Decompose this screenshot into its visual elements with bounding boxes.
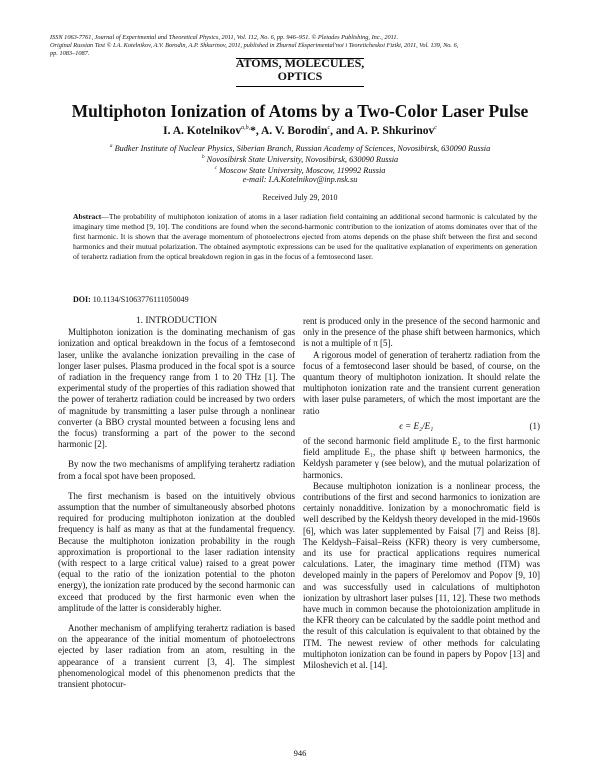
left-column	[58, 316, 295, 690]
equation-1	[303, 421, 540, 432]
author-3-affil: c	[434, 125, 437, 132]
affiliation-text: Novosibirsk State University, Novosibirsk, 630090 Russia	[206, 154, 399, 164]
equation-number: (1)	[529, 420, 540, 431]
doi-label: DOI:	[73, 295, 91, 304]
affiliation-mark: b	[201, 154, 205, 160]
doi-value[interactable]: 10.1134/S1063776111050049	[92, 295, 189, 304]
author-list	[40, 125, 560, 137]
section-line-1: ATOMS, MOLECULES,	[235, 56, 365, 70]
equation-expression: ϵ = E₂/E₁	[399, 420, 434, 431]
section-heading-introduction: 1. INTRODUCTION	[135, 316, 218, 326]
paragraph: The first mechanism is based on the intuitively obvious assumption that the number of simultaneously absorbed photons required for producing multiphoton ionization at the doubled frequency is half as many as that at the fundamental frequency. Because the multiphoton ionization probability in the rough approximation is proportional to the laser radiation intensity (with respect to a large critical value) raised to a great power (equal to the ratio of the ionization potential to the photon energy), the ionization rate produced by the second harmonic can exceed that produced by the first harmonic even when the amplitude of the latter is considerably higher.	[58, 490, 295, 613]
header-line-2: Original Russian Text © I.A. Kotelnikov, A.V. Borodin, A.P. Shkurinov, 2011, published in Zhurnal Eksperimental'noi i Teoreticheskoi Fiziki, 2011, Vol. 139, No. 6,	[50, 42, 459, 49]
doi	[73, 295, 189, 304]
section-line-2: OPTICS	[277, 69, 323, 83]
paragraph: A rigorous model of generation of terahertz radiation from the focus of a femtosecond laser should be based, of course, on the quantum theory of multiphoton ionization. It should relate the multiphoton ionization rate and the transient current generation with laser pulse parameters, of which the most important are the ratio	[303, 349, 540, 416]
paragraph: Because multiphoton ionization is a nonlinear process, the contributions of the first and second harmonics to ionization are certainly nonadditive. Ionization by a monochromatic field is well described by the Keldysh theory developed in the mid-1960s [6], which was later supplemented by Faisal [7] and Reiss [8]. The Keldysh–Faisal–Reiss (KFR) theory is very cumbersome, and its use for practical applications requires numerical calculations. Later, the imaginary time method (ITM) was developed mainly in the papers of Perelomov and Popov [9, 10] and was successfully used in calculations of multiphoton ionization by ultrashort laser pulses [11, 12]. These two methods have much in common because the photoionization amplitude in the KFR theory can be calculated by the saddle point method and the result of this calculation is equivalent to that obtained by the ITM. The newest review of other methods for calculating multiphoton ionization can be found in papers by Popov [13] and Miloshevich et al. [14].	[303, 480, 540, 671]
author-3: A. P. Shkurinov	[356, 125, 435, 137]
author-2: A. V. Borodin	[260, 125, 328, 137]
header-line-3: pp. 1083–1087.	[50, 50, 90, 57]
author-1-affil: a,b,	[241, 125, 251, 132]
abstract-text: —The probability of multiphoton ionization of atoms in a laser radiation field containing an additional second harmonic is calculated by the imaginary time method [9, 10]. The conditions are found when the second-harmonic contribution to the ionization of atoms dominates over that of the first harmonic. It is shown that the average momentum of photoelectrons ejected from atoms depends on the phase shift between the first and second harmonics and their mutual polarization. The obtained asymptotic expressions can be used for the qualitative explanation of experiments on generation of terahertz radiation from the optical breakdown region in gas in the focus of a femtosecond laser.	[73, 212, 537, 261]
header-line-1: ISSN 1063-7761, Journal of Experimental and Theoretical Physics, 2011, Vol. 112, No. 6, pp. 946–951. © Pleiades Publishing, Inc., 2011.	[50, 34, 399, 41]
paragraph: Another mechanism of amplifying terahertz radiation is based on the appearance of the initial momentum of photoelectrons ejected by laser radiation from an atom, resulting in the appearance of a transient current [3, 4]. The simplest phenomenological model of this phenomenon predicts that the transient photocur-	[58, 623, 295, 690]
right-column	[303, 316, 540, 671]
abstract-label: Abstract	[73, 212, 102, 221]
author-2-affil: c	[327, 125, 331, 132]
author-1: I. A. Kotelnikov	[163, 125, 242, 137]
section-title	[210, 57, 390, 83]
affiliation-text: Budker Institute of Nuclear Physics, Siberian Branch, Russian Academy of Sciences, Novosibirsk, 630090 Russia	[114, 143, 491, 153]
affiliation-mark: c	[214, 165, 218, 171]
journal-header	[50, 34, 550, 58]
author-separator: ,	[255, 125, 261, 137]
abstract	[73, 212, 537, 262]
affiliation-text: Moscow State University, Moscow, 119992 Russia	[219, 165, 386, 175]
page-number: 946	[293, 748, 307, 758]
author-separator: , and	[330, 125, 357, 137]
paragraph: By now the two mechanisms of amplifying terahertz radiation from a focal spot have been proposed.	[58, 459, 295, 481]
paragraph: rent is produced only in the presence of the second harmonic and only in the presence of the phase shift between harmonics, which is not a multiple of π [5].	[303, 316, 540, 349]
author-1-mark: *	[250, 125, 256, 137]
affiliation-mark: a	[109, 143, 113, 149]
paper-title: Multiphoton Ionization of Atoms by a Two-Color Laser Pulse	[71, 101, 529, 121]
paragraph: of the second harmonic field amplitude E₂ to the first harmonic field amplitude E₁, the phase shift ψ between harmonics, the Keldysh parameter γ (see below), and the mutual polarization of harmonics.	[303, 436, 540, 480]
section-rule-bottom	[236, 86, 364, 87]
email[interactable]: e-mail: I.A.Kotelnikov@inp.nsk.su	[242, 175, 358, 184]
paragraph: Multiphoton ionization is the dominating mechanism of gas ionization and optical breakdown in the focus of a femtosecond laser, unlike the avalanche ionization prevailing in the case of longer laser pulses. Plasma produced in the focal spot is a source of radiation in the frequency range from 1 to 20 THz [1]. The experimental study of the properties of this radiation showed that the power of terahertz radiation could be increased by two orders of magnitude by transmitting a laser pulse through a nonlinear converter (a BBO crystal mounted between a focusing lens and the focus) transforming a part of the power to the second harmonic [2].	[58, 327, 295, 450]
received-date: Received July 29, 2010	[262, 193, 338, 202]
